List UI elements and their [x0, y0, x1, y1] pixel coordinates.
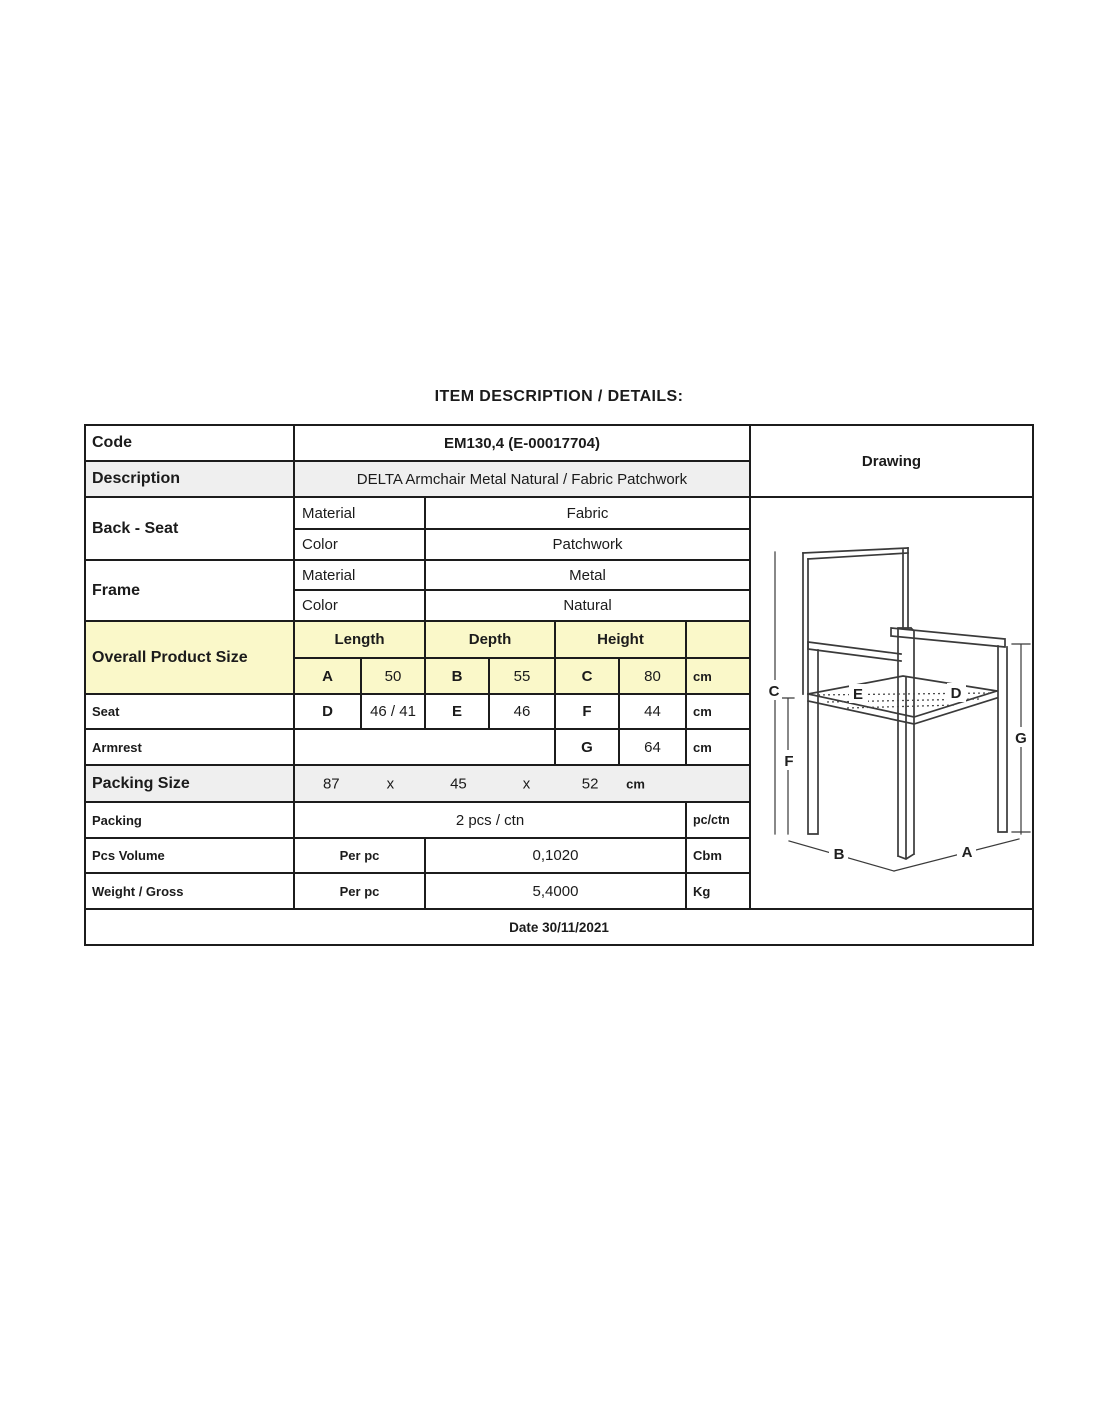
- packing-size-width: 87: [322, 775, 340, 792]
- seat-letter-d: D: [295, 695, 360, 728]
- back-seat-material-value: Fabric: [426, 498, 749, 528]
- seat-value-d: 46 / 41: [362, 695, 424, 728]
- weight-gross-label: Weight / Gross: [86, 874, 293, 908]
- chair-right-armrest: [891, 628, 1005, 647]
- seat-letter-e: E: [426, 695, 488, 728]
- packing-unit: pc/ctn: [687, 803, 749, 837]
- overall-letter-c: C: [556, 659, 618, 693]
- back-seat-color-key: Color: [295, 530, 424, 559]
- packing-size-unit: cm: [626, 776, 645, 791]
- header-depth: Depth: [426, 622, 554, 657]
- code-value: EM130,4 (E-00017704): [295, 426, 749, 460]
- label-f: F: [784, 753, 794, 770]
- packing-size-label: Packing Size: [86, 766, 293, 801]
- packing-size-x1: x: [386, 775, 395, 792]
- label-g: G: [1015, 730, 1027, 747]
- chair-drawing: [751, 498, 1032, 908]
- overall-size-label: Overall Product Size: [86, 622, 293, 693]
- seat-value-f: 44: [620, 695, 685, 728]
- seat-unit: cm: [687, 695, 749, 728]
- armrest-value-g: 64: [620, 730, 685, 764]
- armrest-label: Armrest: [86, 730, 293, 764]
- spec-table: [84, 424, 1034, 946]
- date-row: Date 30/11/2021: [86, 910, 1032, 944]
- weight-gross-value: 5,4000: [426, 874, 685, 908]
- description-value: DELTA Armchair Metal Natural / Fabric Patchwork: [295, 462, 749, 496]
- frame-color-key: Color: [295, 591, 424, 620]
- frame-color-value: Natural: [426, 591, 749, 620]
- header-height: Height: [556, 622, 685, 657]
- weight-gross-unit: Kg: [687, 874, 749, 908]
- frame-material-value: Metal: [426, 561, 749, 589]
- frame-label: Frame: [86, 561, 293, 620]
- packing-size-value: [295, 766, 749, 801]
- armrest-letter-g: G: [556, 730, 618, 764]
- pcs-volume-key: Per pc: [295, 839, 424, 872]
- drawing-header: Drawing: [751, 426, 1032, 496]
- pcs-volume-unit: Cbm: [687, 839, 749, 872]
- seat-letter-f: F: [556, 695, 618, 728]
- armrest-unit: cm: [687, 730, 749, 764]
- label-a: A: [961, 844, 973, 861]
- chair-seat: [808, 676, 997, 724]
- pcs-volume-value: 0,1020: [426, 839, 685, 872]
- header-unit-spacer: [687, 622, 749, 657]
- label-b: B: [833, 846, 845, 863]
- description-label: Description: [86, 462, 293, 496]
- weight-gross-key: Per pc: [295, 874, 424, 908]
- overall-value-a: 50: [362, 659, 424, 693]
- seat-label: Seat: [86, 695, 293, 728]
- page-title: ITEM DESCRIPTION / DETAILS:: [434, 388, 684, 405]
- label-c: C: [768, 683, 780, 700]
- drawing-cell: [751, 498, 1032, 908]
- seat-value-e: 46: [490, 695, 554, 728]
- packing-size-depth: 45: [450, 775, 467, 792]
- chair-left-armrest: [808, 642, 901, 661]
- armrest-empty: [295, 730, 554, 764]
- overall-value-c: 80: [620, 659, 685, 693]
- overall-letter-a: A: [295, 659, 360, 693]
- packing-label: Packing: [86, 803, 293, 837]
- packing-size-height: 52: [581, 775, 599, 792]
- chair-front-right-leg: [998, 646, 1007, 832]
- header-length: Length: [295, 622, 424, 657]
- label-d: D: [950, 685, 962, 702]
- label-e: E: [852, 686, 864, 703]
- frame-material-key: Material: [295, 561, 424, 589]
- back-seat-label: Back - Seat: [86, 498, 293, 559]
- overall-letter-b: B: [426, 659, 488, 693]
- overall-value-b: 55: [490, 659, 554, 693]
- code-label: Code: [86, 426, 293, 460]
- chair-front-left-leg: [898, 628, 914, 859]
- packing-size-x2: x: [522, 775, 531, 792]
- packing-value: 2 pcs / ctn: [295, 803, 685, 837]
- overall-unit: cm: [687, 659, 749, 693]
- pcs-volume-label: Pcs Volume: [86, 839, 293, 872]
- back-seat-material-key: Material: [295, 498, 424, 528]
- back-seat-color-value: Patchwork: [426, 530, 749, 559]
